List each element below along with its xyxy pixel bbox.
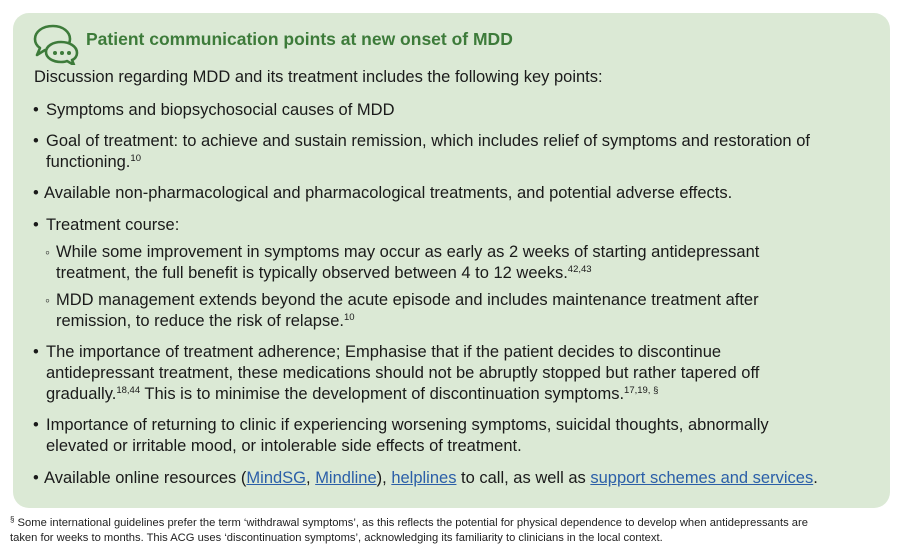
support-schemes-link[interactable]: support schemes and services [590, 469, 814, 487]
point-goal-line1: Goal of treatment: to achieve and sustain remission, which includes relief of symptoms and restoration of [46, 132, 810, 150]
bullet-icon: • [33, 469, 39, 487]
sub1-line2: treatment, the full benefit is typically observed between 4 to 12 weeks.$^{42,43}$ [56, 264, 592, 282]
reference: 17,19, § [624, 385, 659, 396]
sub1-line1: While some improvement in symptoms may occur as early as 2 weeks of starting antidepressant [56, 243, 760, 261]
bullet-icon: • [33, 343, 39, 361]
returning-line2: elevated or irritable mood, or intolerable side effects of treatment. [46, 437, 522, 455]
reference: 18,44 [116, 385, 141, 396]
point-symptoms: Symptoms and biopsychosocial causes of MDD [46, 101, 395, 119]
footnote-mark: § [10, 515, 15, 524]
helplines-link[interactable]: helplines [391, 469, 457, 487]
footnote-line1: § Some international guidelines prefer the term ‘withdrawal symptoms’, as this reflects the potential for physical dependence to develop when antidepressants are [10, 515, 808, 529]
bullet-icon: • [33, 101, 39, 119]
intro-text: Discussion regarding MDD and its treatment includes the following key points: [34, 68, 603, 86]
point-course: Treatment course: [46, 216, 180, 234]
point-online-resources: Available online resources (MindSG, Mindline), helplines to call, as well as support schemes and services. [44, 469, 818, 487]
returning-line1: Importance of returning to clinic if experiencing worsening symptoms, suicidal thoughts, abnormally [46, 416, 769, 434]
adherence-line1: The importance of treatment adherence; Emphasise that if the patient decides to discontinue [46, 343, 722, 361]
point-goal-line2: functioning.$^{10}$ [46, 153, 141, 171]
bullet-icon: • [33, 416, 39, 434]
bullet-icon: • [33, 184, 39, 202]
chat-bubbles-icon [33, 23, 79, 65]
mindline-link[interactable]: Mindline [315, 469, 377, 487]
box-title: Patient communication points at new onset of MDD [86, 29, 513, 49]
bullet-icon: • [33, 216, 39, 234]
adherence-line3: gradually.$^{18,44}$ This is to minimise the development of discontinuation symptoms.$^{17,19, \S}$ [46, 385, 659, 403]
sub-bullet-icon: ◦ [45, 292, 50, 308]
point-available: Available non-pharmacological and pharmacological treatments, and potential adverse effects. [44, 184, 733, 202]
reference: 10 [343, 312, 355, 323]
sub2-line2: remission, to reduce the risk of relapse.$^{10}$ [56, 312, 355, 330]
footnote [10, 516, 895, 546]
mindsg-link[interactable]: MindSG [246, 469, 307, 487]
reference: 42,43 [567, 264, 592, 275]
bullet-icon: • [33, 132, 39, 150]
sub-bullet-icon: ◦ [45, 244, 50, 260]
footnote-line2: taken for weeks to months. This ACG uses ‘discontinuation symptoms’, acknowledging its familiarity to clinicians in the local context. [10, 532, 663, 544]
adherence-line2: antidepressant treatment, these medications should not be abruptly stopped but rather tapered off [46, 364, 760, 382]
communication-points-box [13, 13, 890, 508]
sub2-line1: MDD management extends beyond the acute episode and includes maintenance treatment after [56, 291, 759, 309]
reference: 10 [130, 153, 141, 164]
